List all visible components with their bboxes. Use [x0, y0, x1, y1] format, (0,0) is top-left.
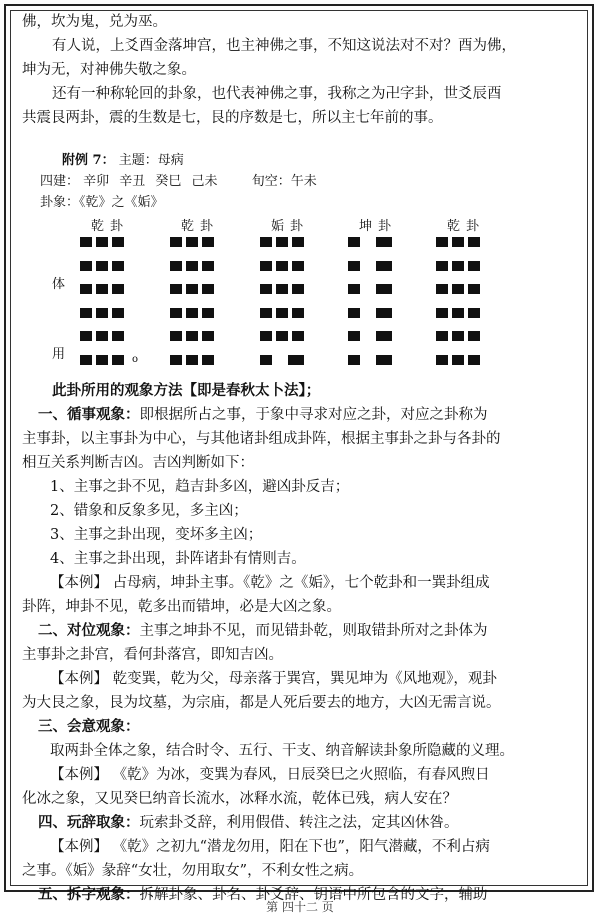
- line-segment: [112, 284, 124, 294]
- yang-line: [170, 308, 230, 318]
- line-segment: [80, 331, 92, 341]
- line-segment: [276, 261, 288, 271]
- line-segment: [292, 261, 304, 271]
- line-segment: [468, 308, 480, 318]
- sec2-example: 【本例】 乾变巽，乾为父，母亲落于巽宫，巽见坤为《风地观》，观卦: [50, 671, 497, 687]
- line-segment: [376, 308, 392, 318]
- hexagram-2: [170, 217, 230, 378]
- yang-line: [436, 308, 496, 318]
- line-segment: [96, 261, 108, 271]
- sec2-head: 二、对位观象：: [38, 622, 140, 639]
- line-segment: [96, 355, 108, 365]
- sec2-line: 主事卦之卦宫，看何卦落宫，即知吉凶。: [22, 647, 283, 663]
- line-segment: [80, 261, 92, 271]
- yang-line: [170, 261, 230, 271]
- line-segment: [80, 308, 92, 318]
- yang-line: [170, 355, 230, 365]
- sec1-item: 3、主事之卦出现，变坏多主凶；: [50, 527, 263, 543]
- line-segment: [170, 237, 182, 247]
- line-segment: [260, 261, 272, 271]
- void-value: 旬空：午未: [251, 174, 317, 189]
- line-segment: [348, 355, 360, 365]
- line-segment: [112, 261, 124, 271]
- pillars-label: 四建：: [40, 174, 80, 189]
- line-segment: [276, 331, 288, 341]
- sec4-example: 【本例】 《乾》之初九“潜龙勿用，阳在下也”，阳气潜藏，不利占病: [50, 839, 490, 855]
- sec2-example: 为大艮之象，艮为坟墓，为宗庙，都是人死后要去的地方，大凶无需言说。: [22, 695, 501, 711]
- line-segment: [348, 284, 360, 294]
- sec5-line: 拆解卦象、卦名、卦爻辞、钥语中所包含的文字，辅助: [139, 887, 488, 903]
- sec1-item: 2、错象和反象多见，多主凶；: [50, 503, 248, 519]
- line-segment: [186, 261, 198, 271]
- line-segment: [202, 308, 214, 318]
- line-segment: [112, 355, 124, 365]
- yang-line: [436, 261, 496, 271]
- yin-line: [348, 308, 408, 318]
- paragraph-line: 坤为无，对神佛失敬之象。: [22, 62, 196, 78]
- section-title: 此卦所用的观象方法【即是春秋太卜法】；: [52, 382, 321, 399]
- line-segment: [436, 237, 448, 247]
- line-segment: [96, 331, 108, 341]
- sec1-item: 1、主事之卦不见，趋吉卦多凶，避凶卦反吉；: [50, 479, 350, 495]
- line-segment: [452, 331, 464, 341]
- hexagram-name: 乾卦: [180, 219, 219, 234]
- line-segment: [260, 331, 272, 341]
- line-segment: [348, 261, 360, 271]
- line-segment: [468, 261, 480, 271]
- line-segment: [468, 355, 480, 365]
- line-segment: [170, 308, 182, 318]
- yang-line: [436, 237, 496, 247]
- sec5-head: 五、拆字观象：: [38, 886, 140, 903]
- sec1-line: 即根据所占之事，于象中寻求对应之卦，对应之卦称为: [139, 407, 488, 423]
- line-segment: [202, 355, 214, 365]
- line-segment: [260, 308, 272, 318]
- line-segment: [292, 308, 304, 318]
- line-segment: [80, 355, 92, 365]
- sec4-line: 玩索卦爻辞，利用假借、转注之法，定其凶休咎。: [139, 815, 459, 831]
- yang-line: [80, 284, 140, 294]
- line-segment: [468, 331, 480, 341]
- line-segment: [96, 308, 108, 318]
- line-segment: [452, 355, 464, 365]
- yang-line: [80, 331, 140, 341]
- line-segment: [276, 308, 288, 318]
- gua-line: 卦象：《乾》之《姤》: [40, 195, 164, 210]
- line-segment: [170, 284, 182, 294]
- line-segment: [186, 237, 198, 247]
- hexagram-5: [436, 217, 496, 378]
- example-topic: 主题：母病: [118, 153, 184, 168]
- page-content: [22, 10, 578, 907]
- line-segment: [452, 237, 464, 247]
- line-segment: [468, 237, 480, 247]
- sec4-head: 四、玩辞取象：: [38, 814, 140, 831]
- yin-line: [348, 284, 408, 294]
- line-segment: [186, 355, 198, 365]
- line-segment: [436, 261, 448, 271]
- line-segment: [436, 331, 448, 341]
- line-segment: [260, 355, 272, 365]
- sec3-line: 取两卦全体之象，结合时令、五行、干支、纳音解读卦象所隐藏的义理。: [50, 743, 514, 759]
- line-segment: [112, 331, 124, 341]
- hexagram-name: 乾卦: [90, 219, 129, 234]
- line-segment: [260, 284, 272, 294]
- line-segment: [260, 237, 272, 247]
- yin-line: [348, 261, 408, 271]
- yang-line: [170, 331, 230, 341]
- line-segment: [376, 237, 392, 247]
- paragraph-line: 佛，坎为鬼，兑为巫。: [22, 14, 167, 30]
- paragraph-line: 有人说，上爻酉金落坤宫，也主神佛之事，不知这说法对不对？酉为佛，: [52, 38, 516, 54]
- line-segment: [186, 284, 198, 294]
- yang-line: [80, 261, 140, 271]
- sec1-line: 主事卦，以主事卦为中心，与其他诸卦组成卦阵，根据主事卦之卦与各卦的: [22, 431, 501, 447]
- hexagram-area: [22, 217, 578, 379]
- sec1-example: 卦阵，坤卦不见，乾多出而错坤，必是大凶之象。: [22, 599, 341, 615]
- line-segment: [376, 261, 392, 271]
- sec3-head: 三、会意观象：: [38, 718, 140, 735]
- yin-line: [348, 331, 408, 341]
- yang-line: [260, 284, 320, 294]
- yang-line: [436, 331, 496, 341]
- sec2-line: 主事之坤卦不见，而见错卦乾，则取错卦所对之卦体为: [139, 623, 488, 639]
- line-segment: [452, 308, 464, 318]
- line-segment: [112, 237, 124, 247]
- line-segment: [186, 308, 198, 318]
- sec3-example: 【本例】 《乾》为冰，变巽为春风，日辰癸巳之火照临，有春风煦日: [50, 767, 490, 783]
- line-segment: [452, 284, 464, 294]
- hexagram-name: 乾卦: [446, 219, 485, 234]
- line-segment: [276, 284, 288, 294]
- example-title: 附例 7：: [62, 153, 115, 168]
- page-number: 第 四十二 页: [266, 900, 334, 914]
- line-segment: [202, 331, 214, 341]
- line-segment: [452, 261, 464, 271]
- yin-line: [260, 355, 320, 365]
- line-segment: [80, 284, 92, 294]
- yang-line: [260, 331, 320, 341]
- line-segment: [376, 284, 392, 294]
- hexagram-name: 坤卦: [358, 219, 397, 234]
- line-segment: [292, 284, 304, 294]
- sec1-item: 4、主事之卦出现，卦阵诸卦有情则吉。: [50, 551, 306, 567]
- sec1-example: 【本例】 占母病，坤卦主事。《乾》之《姤》，七个乾卦和一巽卦组成: [50, 575, 490, 591]
- line-segment: [170, 355, 182, 365]
- example-pillars: [22, 171, 578, 192]
- line-segment: [468, 284, 480, 294]
- yang-line: [80, 237, 140, 247]
- line-segment: [376, 331, 392, 341]
- example-header: [22, 150, 578, 171]
- label-yong: 用: [52, 347, 66, 362]
- yang-line: [80, 308, 140, 318]
- paragraph-line: 共震艮两卦，震的生数是七，艮的序数是七，所以主七年前的事。: [22, 110, 443, 126]
- hexagram-name: 姤卦: [270, 219, 309, 234]
- label-ti: 体: [52, 277, 66, 292]
- line-segment: [292, 237, 304, 247]
- line-segment: [186, 331, 198, 341]
- sec1-line: 相互关系判断吉凶。吉凶判断如下：: [22, 455, 254, 471]
- line-segment: [348, 331, 360, 341]
- line-segment: [348, 237, 360, 247]
- yang-line: [260, 261, 320, 271]
- sec4-example: 之事。《姤》彖辞“女壮，勿用取女”，不利女性之病。: [22, 863, 364, 879]
- paragraph-line: 还有一种称轮回的卦象，也代表神佛之事，我称之为卍字卦，世爻辰酉: [52, 86, 502, 102]
- yang-line: [260, 237, 320, 247]
- moving-line-mark: o: [132, 353, 139, 365]
- line-segment: [202, 284, 214, 294]
- line-segment: [96, 237, 108, 247]
- yang-line: [436, 284, 496, 294]
- line-segment: [96, 284, 108, 294]
- line-segment: [292, 331, 304, 341]
- yin-line: [348, 237, 408, 247]
- yin-line: [348, 355, 408, 365]
- line-segment: [80, 237, 92, 247]
- yang-line: [80, 355, 140, 365]
- yang-line: [260, 308, 320, 318]
- pillars-value: 辛卯 辛丑 癸巳 己未: [83, 174, 218, 189]
- line-segment: [202, 261, 214, 271]
- line-segment: [202, 237, 214, 247]
- line-segment: [376, 355, 392, 365]
- hexagram-3: [260, 217, 320, 378]
- line-segment: [436, 284, 448, 294]
- line-segment: [112, 308, 124, 318]
- yang-line: [436, 355, 496, 365]
- line-segment: [288, 355, 304, 365]
- sec3-example: 化冰之象，又见癸巳纳音长流水，冰释水流，乾体已残，病人安在？: [22, 791, 457, 807]
- hexagram-1: [80, 217, 140, 378]
- yang-line: [170, 284, 230, 294]
- line-segment: [170, 261, 182, 271]
- hexagram-4: [348, 217, 408, 378]
- sec1-head: 一、循事观象：: [38, 406, 140, 423]
- line-segment: [436, 308, 448, 318]
- line-segment: [170, 331, 182, 341]
- line-segment: [348, 308, 360, 318]
- yang-line: [170, 237, 230, 247]
- line-segment: [436, 355, 448, 365]
- line-segment: [276, 237, 288, 247]
